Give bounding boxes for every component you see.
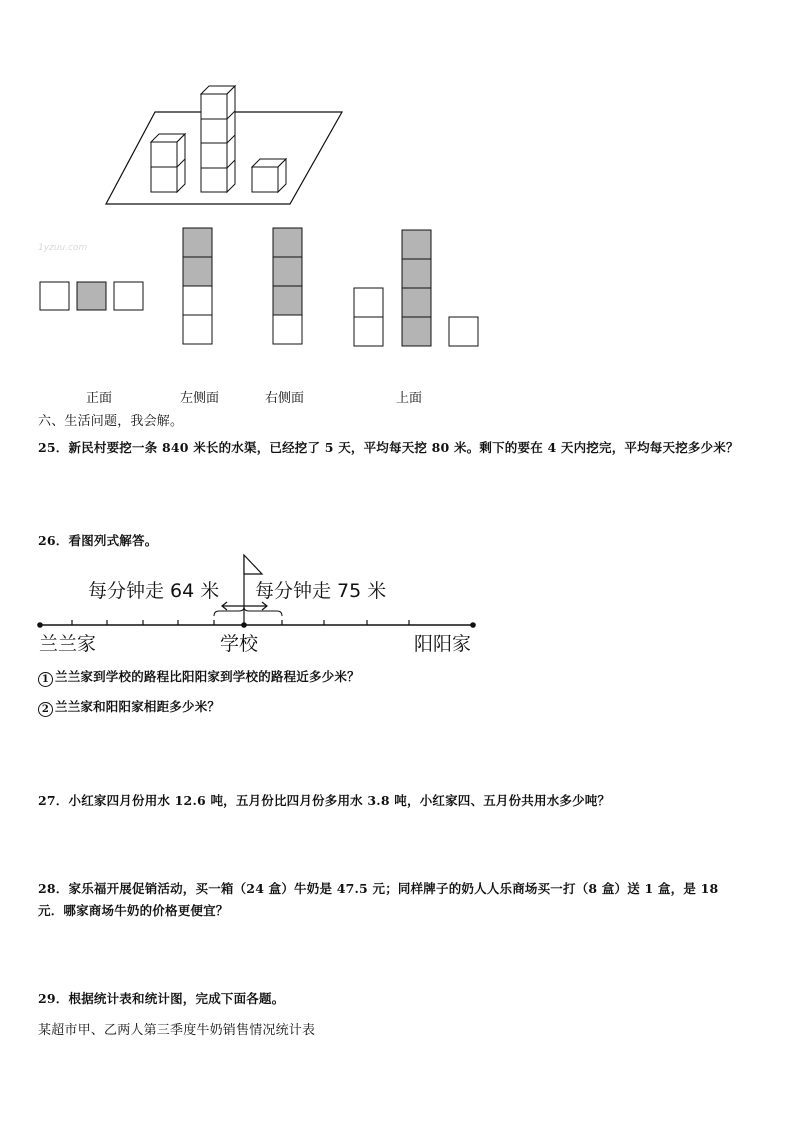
question-26 bbox=[38, 531, 157, 549]
circled-number-2: 2 bbox=[38, 702, 53, 717]
front-view bbox=[40, 282, 143, 310]
left-view bbox=[183, 228, 212, 344]
question-text: 小红家四月份用水 12.6 吨，五月份比四月份多用水 3.8 吨，小红家四、五月份共用水多少吨？ bbox=[68, 793, 611, 808]
sub-question-text: 兰兰家和阳阳家相距多少米？ bbox=[55, 699, 221, 714]
label-right-view: 右侧面 bbox=[265, 391, 305, 406]
section-title: 六、生活问题，我会解。 bbox=[38, 414, 184, 429]
point-school bbox=[241, 622, 247, 628]
label-front-view: 正面 bbox=[86, 391, 113, 406]
point-yangyang bbox=[470, 622, 476, 628]
question-number: 25． bbox=[38, 440, 69, 455]
question-28-line-2: 元．哪家商场牛奶的价格更便宜？ bbox=[38, 903, 229, 918]
point-lanlan bbox=[37, 622, 43, 628]
circled-number-1: 1 bbox=[38, 672, 53, 687]
question-number: 27． bbox=[38, 793, 69, 808]
question-26-sub-2 bbox=[38, 697, 220, 717]
cube-arrangement-figure bbox=[100, 80, 350, 210]
place-school: 学校 bbox=[220, 633, 259, 655]
cube-single bbox=[252, 159, 286, 192]
cube-stack-left bbox=[151, 134, 185, 192]
cube-stack-tall bbox=[201, 86, 235, 192]
left-speed-label: 每分钟走 64 米 bbox=[88, 580, 220, 602]
sub-question-text: 兰兰家到学校的路程比阳阳家到学校的路程近多少米？ bbox=[55, 669, 360, 684]
question-text: 新民村要挖一条 840 米长的水渠，已经挖了 5 天，平均每天挖 80 米。剩下的要在 4 天内挖完，平均每天挖多少米？ bbox=[68, 440, 739, 455]
question-number: 26． bbox=[38, 533, 69, 548]
view-drawings bbox=[36, 225, 486, 350]
watermark: 1yzuu.com bbox=[38, 243, 88, 253]
top-view-option-b bbox=[402, 230, 478, 346]
label-top-view: 上面 bbox=[396, 391, 423, 406]
place-yangyang: 阳阳家 bbox=[414, 633, 472, 655]
question-number: 29． bbox=[38, 991, 69, 1006]
question-26-sub-1 bbox=[38, 667, 360, 687]
question-number: 28． bbox=[38, 881, 69, 896]
place-lanlan: 兰兰家 bbox=[39, 633, 97, 655]
question-text: 根据统计表和统计图，完成下面各题。 bbox=[68, 991, 285, 1006]
top-view-option-a bbox=[354, 288, 383, 346]
flag-icon bbox=[244, 555, 262, 574]
table-title: 某超市甲、乙两人第三季度牛奶销售情况统计表 bbox=[38, 1023, 316, 1038]
right-speed-label: 每分钟走 75 米 bbox=[255, 580, 387, 602]
question-25 bbox=[38, 438, 739, 456]
question-text: 家乐福开展促销活动，买一箱（24 盒）牛奶是 47.5 元；同样牌子的奶人人乐商场买一打（8 盒）送 1 盒，是 18 bbox=[68, 881, 719, 896]
route-diagram bbox=[36, 552, 486, 657]
question-text: 看图列式解答。 bbox=[68, 533, 158, 548]
question-27 bbox=[38, 791, 610, 809]
right-view bbox=[273, 228, 302, 344]
question-29 bbox=[38, 989, 284, 1007]
label-left-view: 左侧面 bbox=[180, 391, 220, 406]
question-28-line-1 bbox=[38, 879, 718, 897]
